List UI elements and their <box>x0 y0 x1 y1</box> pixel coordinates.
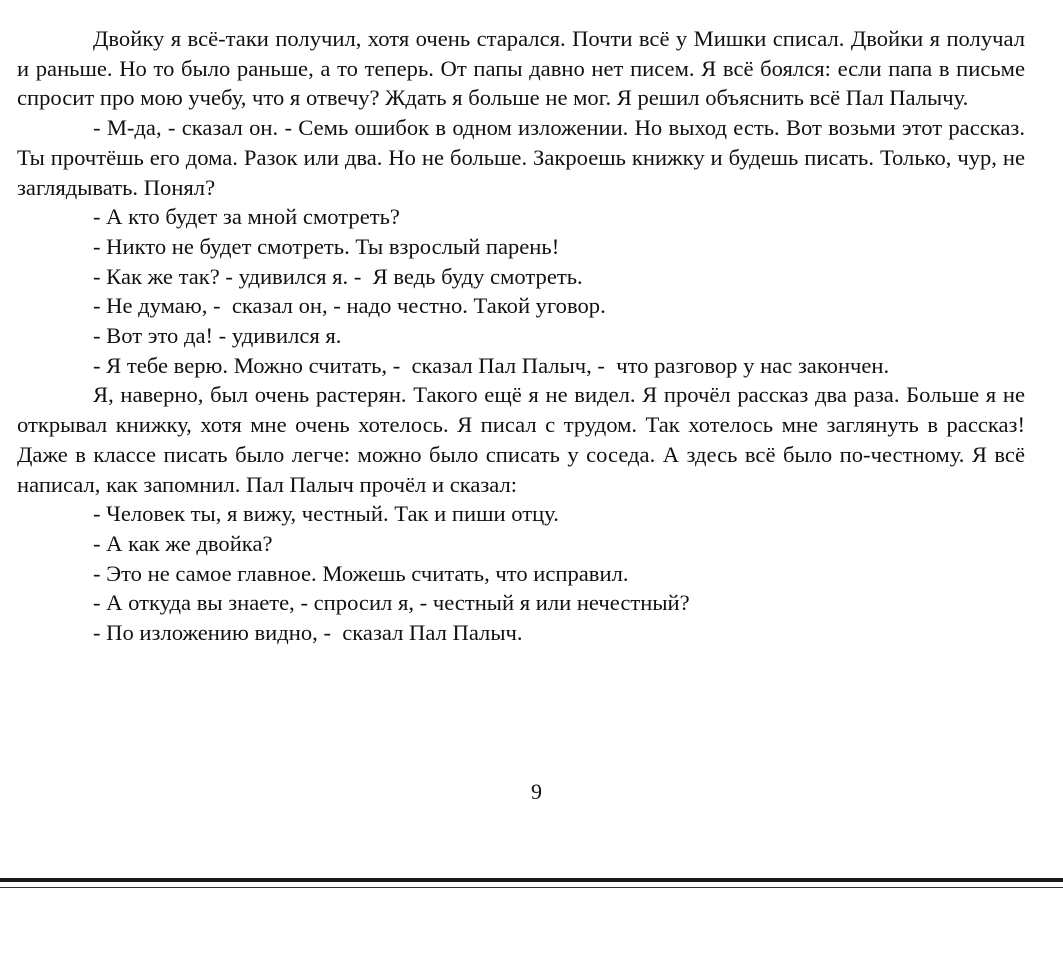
page-number: 9 <box>531 779 542 804</box>
dialog-line: - А откуда вы знаете, - спросил я, - честный я или нечестный? <box>93 590 690 616</box>
footer-divider-thin <box>0 887 1063 888</box>
dialog-line: - А как же двойка? <box>93 530 273 556</box>
dialog-line: - По изложению видно, - сказал Пал Палыч. <box>93 620 523 646</box>
book-page-text <box>17 24 1025 648</box>
dialog-line: - Я тебе верю. Можно считать, - сказал Пал Палыч, - что разговор у нас закончен. <box>93 352 890 378</box>
dialog-line: - Вот это да! - удивился я. <box>93 323 342 349</box>
dialog-line: - А кто будет за мной смотреть? <box>93 204 400 230</box>
dialog-line: - Человек ты, я вижу, честный. Так и пиши отцу. <box>93 501 559 527</box>
footer-divider-thick <box>0 878 1063 882</box>
dialog-line: - Не думаю, - сказал он, - надо честно. Такой уговор. <box>93 293 606 319</box>
paragraph-intro: Двойку я всё-таки получил, хотя очень старался. Почти всё у Мишки списал. Двойки я получал и раньше. Но то было раньше, а то теперь. От папы давно нет писем. Я всё боялся: если папа в письме спросит про мою учебу, что я отвечу? Ждать я больше не мог. Я решил объяснить всё Пал Палычу. <box>17 26 1025 111</box>
dialog-line: - Никто не будет смотреть. Ты взрослый парень! <box>93 233 560 259</box>
paragraph-teacher-reply: - М-да, - сказал он. - Семь ошибок в одном изложении. Но выход есть. Вот возьми этот рассказ. Ты прочтёшь его дома. Разок или два. Но не больше. Закроешь книжку и будешь писать. Только, чур, не заглядывать. Понял? <box>17 115 1025 200</box>
dialog-line: - Это не самое главное. Можешь считать, что исправил. <box>93 560 629 586</box>
paragraph-confusion: Я, наверно, был очень растерян. Такого ещё я не видел. Я прочёл рассказ два раза. Больше я не открывал книжку, хотя мне очень хотелось. Я писал с трудом. Так хотелось мне заглянуть в рассказ! Даже в классе писать было легче: можно было списать у соседа. А здесь всё было по-честному. Я всё написал, как запомнил. Пал Палыч прочёл и сказал: <box>17 382 1025 497</box>
dialog-line: - Как же так? - удивился я. - Я ведь буду смотреть. <box>93 263 583 289</box>
